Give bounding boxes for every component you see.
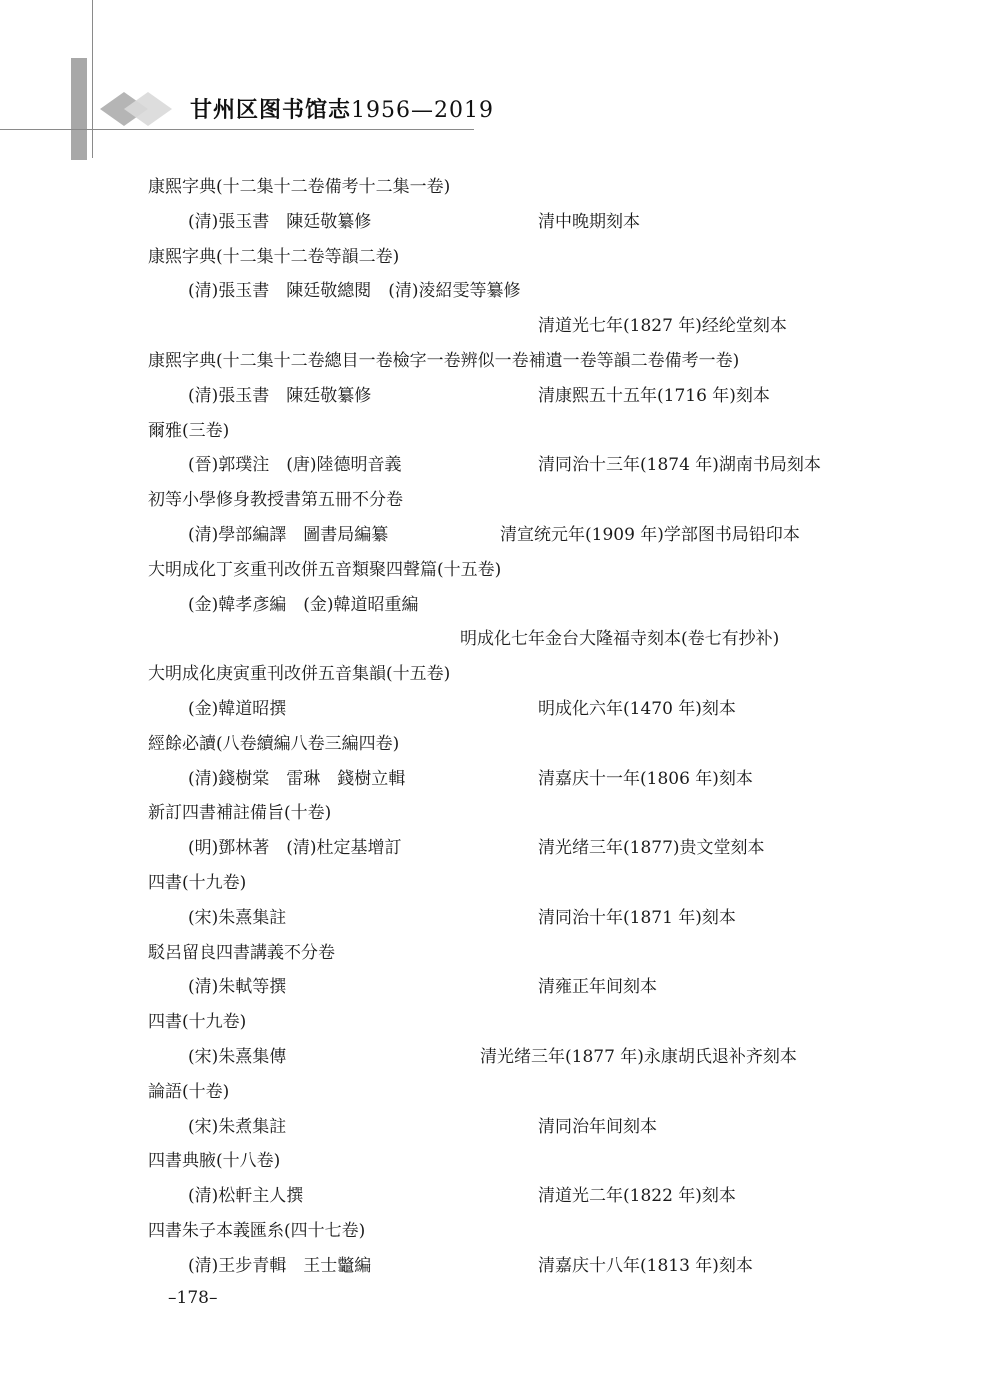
entry-title: 四書朱子本義匯糸(四十七卷) <box>148 1220 366 1241</box>
entry-details <box>0 1179 1000 1214</box>
entry-details-continued <box>0 309 1000 344</box>
header-title-years: 1956—2019 <box>351 98 494 123</box>
catalog-entry <box>0 483 1000 553</box>
page-number: –178– <box>168 1288 218 1308</box>
entry-details <box>0 1249 1000 1284</box>
entry-title: 爾雅(三卷) <box>148 420 230 441</box>
entry-edition: 明成化七年金台大隆福寺刻本(卷七有抄补) <box>460 629 780 650</box>
entry-title: 四書(十九卷) <box>148 872 247 893</box>
catalog-entry <box>0 796 1000 866</box>
entry-details <box>0 379 1000 414</box>
entry-details <box>0 831 1000 866</box>
entry-title: 論語(十卷) <box>148 1081 230 1102</box>
entry-title: 四書典腋(十八卷) <box>148 1151 281 1172</box>
catalog-entry <box>0 553 1000 657</box>
entry-details <box>0 588 1000 623</box>
entry-edition: 清嘉庆十一年(1806 年)刻本 <box>538 768 753 789</box>
entry-edition: 明成化六年(1470 年)刻本 <box>538 698 736 719</box>
entry-authors: (清)張玉書 陳廷敬總閱 (清)淩紹雯等纂修 <box>188 281 521 302</box>
entry-details <box>0 692 1000 727</box>
header-horizontal-rule <box>0 129 474 130</box>
entry-title: 康熙字典(十二集十二卷備考十二集一卷) <box>148 177 451 197</box>
entry-title: 四書(十九卷) <box>148 1012 247 1033</box>
entry-edition: 清嘉庆十八年(1813 年)刻本 <box>538 1255 753 1276</box>
entry-edition: 清光绪三年(1877 年)永康胡氏退补齐刻本 <box>480 1046 797 1067</box>
entry-title: 經餘必讀(八卷續編八卷三編四卷) <box>148 733 400 754</box>
entry-authors: (晉)郭璞注 (唐)陸德明音義 <box>188 455 402 476</box>
catalog-entry <box>0 657 1000 727</box>
entry-edition: 清同治十三年(1874 年)湖南书局刻本 <box>538 455 821 476</box>
entry-edition: 清光绪三年(1877)贵文堂刻本 <box>538 838 765 859</box>
entry-details <box>0 205 1000 240</box>
catalog-list <box>0 170 1000 1284</box>
entry-title: 康熙字典(十二集十二卷總目一卷檢字一卷辨似一卷補遺一卷等韻二卷備考一卷) <box>148 350 740 371</box>
entry-title: 駁呂留良四書講義不分卷 <box>148 942 335 963</box>
catalog-entry <box>0 1005 1000 1075</box>
entry-authors: (清)松軒主人撰 <box>188 1186 304 1207</box>
header-diamond-ornament <box>100 92 180 126</box>
entry-authors: (明)鄧林著 (清)杜定基增訂 <box>188 838 402 859</box>
entry-details <box>0 1040 1000 1075</box>
header-title <box>190 93 494 124</box>
entry-details <box>0 970 1000 1005</box>
entry-details <box>0 1110 1000 1145</box>
entry-edition: 清道光二年(1822 年)刻本 <box>538 1186 736 1207</box>
entry-details <box>0 901 1000 936</box>
header-gray-bar <box>71 58 87 160</box>
catalog-entry <box>0 936 1000 1006</box>
header-title-text: 甘州区图书馆志 <box>190 97 352 123</box>
entry-title: 初等小學修身教授書第五冊不分卷 <box>148 490 403 511</box>
entry-title: 大明成化庚寅重刊改併五音集韻(十五卷) <box>148 664 451 685</box>
entry-edition: 清道光七年(1827 年)经纶堂刻本 <box>538 316 787 337</box>
entry-authors: (清)張玉書 陳廷敬纂修 <box>188 385 372 406</box>
entry-authors: (宋)朱熹集傳 <box>188 1046 287 1067</box>
entry-details-continued <box>0 622 1000 657</box>
entry-edition: 清宣统元年(1909 年)学部图书局铅印本 <box>500 524 800 545</box>
entry-authors: (清)朱軾等撰 <box>188 977 287 998</box>
entry-authors: (清)張玉書 陳廷敬纂修 <box>188 211 372 232</box>
entry-details <box>0 762 1000 797</box>
catalog-entry <box>0 344 1000 414</box>
catalog-entry <box>0 727 1000 797</box>
catalog-entry <box>0 1214 1000 1284</box>
entry-edition: 清雍正年间刻本 <box>538 977 657 998</box>
entry-authors: (金)韓孝彥編 (金)韓道昭重編 <box>188 594 419 615</box>
entry-authors: (宋)朱煮集註 <box>188 1116 287 1137</box>
catalog-entry <box>0 414 1000 484</box>
catalog-entry <box>0 240 1000 344</box>
entry-details <box>0 518 1000 553</box>
entry-edition: 清同治十年(1871 年)刻本 <box>538 907 736 928</box>
entry-title: 大明成化丁亥重刊改併五音類聚四聲篇(十五卷) <box>148 559 502 580</box>
entry-authors: (清)學部編譯 圖書局編纂 <box>188 524 389 545</box>
catalog-entry <box>0 1075 1000 1145</box>
catalog-entry <box>0 170 1000 240</box>
entry-edition: 清康熙五十五年(1716 年)刻本 <box>538 385 770 406</box>
header-vertical-rule <box>92 0 93 158</box>
catalog-entry <box>0 1144 1000 1214</box>
entry-edition: 清中晚期刻本 <box>538 211 640 232</box>
entry-details <box>0 274 1000 309</box>
entry-title: 新訂四書補註備旨(十卷) <box>148 803 332 824</box>
entry-title: 康熙字典(十二集十二卷等韻二卷) <box>148 246 400 267</box>
entry-authors: (宋)朱熹集註 <box>188 907 287 928</box>
entry-details <box>0 448 1000 483</box>
entry-authors: (清)王步青輯 王士龞編 <box>188 1255 372 1276</box>
entry-authors: (清)錢樹棠 雷琳 錢樹立輯 <box>188 768 406 789</box>
entry-edition: 清同治年间刻本 <box>538 1116 657 1137</box>
entry-authors: (金)韓道昭撰 <box>188 698 287 719</box>
catalog-entry <box>0 866 1000 936</box>
